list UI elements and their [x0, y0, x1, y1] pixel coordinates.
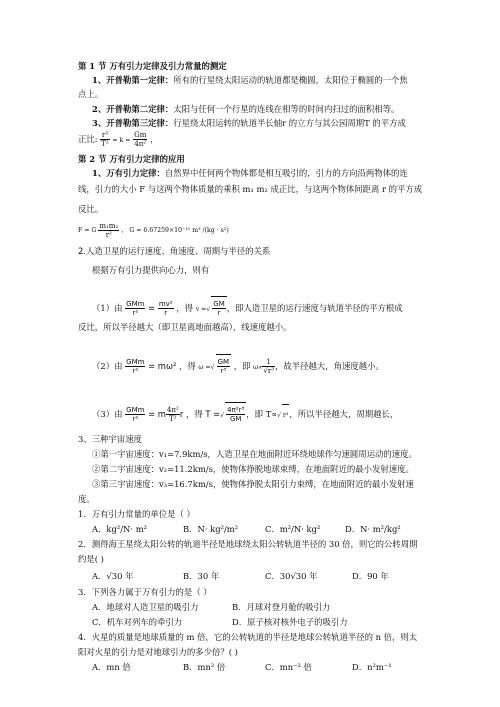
kepler-law1 [92, 75, 408, 86]
section1-title: 第 1 节 万有引力定律及引力常量的测定 [78, 61, 227, 71]
question-4-stem-cont: 阳对火星的引力是对地球引力的多少倍？( ) [78, 647, 238, 657]
case2-prop-fraction: $\frac{1}{\text{√r³}}$ [263, 358, 274, 375]
q3-option-c: C．机车对列车的牵引力 [92, 617, 183, 627]
case1-rhs-fraction: $\frac{\text{mv²}}{r}$ [158, 300, 173, 317]
case3-rhs-fraction: $\frac{\text{4π²}}{\text{T²}}$ [166, 406, 179, 423]
kepler-law1-label: 1、开普勒第一定律： [92, 75, 174, 85]
kepler-law1-text: 所有的行星绕太阳运动的轨道都是椭圆，太阳位于椭圆的一个焦 [173, 75, 408, 85]
sub2-title: 2.人造卫星的运行速度、角速度、周期与半径的关系 [78, 246, 271, 256]
sub2-intro: 根据万有引力提供向心力，则有 [92, 265, 210, 275]
case3-line: （3）由 $\frac{\text{GMm}}{\text{r²}}$ = m $\frac{\text{4π²}}{\text{T²}}$ r ，得 T =√ $\frac{\text{4π²r³}}{GM}$ ，即 T∝√ r³，所以半径越大，周期越长， [92, 402, 398, 427]
gravitation-formula: F = G $\frac{\text{m₁m₂}}{\text{r²}}$ ， G = 6.67259×10⁻¹¹ m³ /(kg · s²) [78, 222, 229, 239]
kepler-law2-label: 2、开普勒第二定律： [92, 104, 174, 114]
q1-option-b: B．N· kg²/m² [183, 524, 239, 534]
case3-sqrt-fraction: $\frac{\text{4π²r³}}{GM}$ [227, 406, 245, 423]
cosmic-velocity-3: ③第三宇宙速度：v₃=16.7km/s，使物体挣脱太阳引力束缚，在地面附近的最小发射速 [92, 479, 414, 489]
kepler-fraction-gm: $\frac{Gm}{\text{4π²}}$ [134, 131, 147, 148]
kepler-fraction-r3-t2: $\frac{\text{r³}}{\text{T²}}$ [101, 131, 109, 148]
case3-lhs-fraction: $\frac{\text{GMm}}{\text{r²}}$ [126, 406, 145, 423]
case2-line: （2）由 $\frac{\text{GMm}}{\text{r²}}$ = mω² ，得 ω =√ $\frac{GM}{\text{r³}}$ ，即 ω∝ $\frac{1}{\text{√r³}}$ ，故半径越大，角速度越小。 [92, 354, 384, 379]
cosmic-velocity-3-cont: 度。 [78, 494, 95, 504]
kepler-law2 [92, 104, 399, 115]
question-3-stem: 3．下列各力属于万有引力的是（ ） [78, 587, 212, 597]
cosmic-velocity-1: ①第一宇宙速度：v₁=7.9km/s，人造卫星在地面附近环绕地球作匀速圆周运动的速度。 [92, 449, 417, 459]
kepler-law1-cont: 点上。 [78, 89, 104, 99]
case3-prop-sqrt: r³ [282, 404, 289, 427]
q1-option-a: A．kg²/N· m² [92, 524, 147, 534]
q3-option-b: B．月球对登月舱的吸引力 [232, 602, 331, 612]
gravitation-law [92, 168, 408, 179]
case3-text: ，所以半径越大，周期越长， [289, 409, 399, 419]
q4-option-b: B．mn² 倍 [183, 662, 226, 672]
gravitation-law-cont1: 线，引力的大小 F 与这两个物体质量的乘积 m₁ m₂ 成正比，与这两个物体间距离 r 的平方成 [78, 184, 423, 194]
kepler-law3-text: 行星绕太阳运转的轨道半长轴r 的立方与其公园周期T 的平方成 [173, 118, 406, 128]
sub3-title: 3、三种宇宙速度 [78, 434, 142, 444]
question-2-stem-cont: 约是( ) [78, 554, 104, 564]
q2-option-b: B．30 年 [183, 571, 220, 581]
q2-option-c: C．30√30 年 [265, 571, 318, 581]
gravitation-law-cont2: 反比。 [78, 204, 104, 214]
case1-text: ，即人造卫星的运行速度与轨道半径的平方根成 [226, 303, 403, 313]
q4-option-c: C．mn⁻² 倍 [265, 662, 312, 672]
cosmic-velocity-2: ②第二宇宙速度：v₂=11.2km/s，使物体挣脱地球束缚，在地面附近的最小发射速度。 [92, 464, 414, 474]
q2-option-a: A．√30 年 [92, 571, 134, 581]
question-4-stem: 4．火星的质量是地球质量的 m 倍，它的公转轨道的半径是地球公转轨道半径的 n 倍，则太 [78, 632, 418, 642]
kepler-law2-text: 太阳与任何一个行星的连线在相等的时间内扫过的面积相等。 [173, 104, 400, 114]
gravitation-law-label: 1、万有引力定律： [92, 168, 165, 178]
question-1-stem: 1．万有引力常量的单位是（ ） [78, 509, 195, 519]
case1-cont: 反比，所以半径越大（即卫星离地面越高），线速度越小。 [78, 322, 292, 332]
q4-option-a: A．mn 倍 [92, 662, 131, 672]
case2-sqrt-fraction: $\frac{GM}{\text{r³}}$ [217, 358, 230, 375]
case1-lhs-fraction: $\frac{\text{GMm}}{\text{r²}}$ [126, 300, 145, 317]
kepler-law3-formula: 正比: $\frac{\text{r³}}{\text{T²}}$ = k = $\frac{Gm}{\text{4π²}}$ ， [78, 131, 159, 148]
case1-line: （1）由 $\frac{\text{GMm}}{\text{r²}}$ = $\frac{\text{mv²}}{r}$ ，得 v =√ $\frac{GM}{r}$ ，即人造卫星的运行速度与轨道半径的平方根成 [92, 296, 403, 321]
q1-option-d: D．N· m²/kg² [345, 524, 401, 534]
kepler-law3-mid: = k = [112, 137, 131, 144]
q3-option-d: D．原子核对核外电子的吸引力 [232, 617, 348, 627]
q3-option-a: A．地球对人造卫星的吸引力 [92, 602, 199, 612]
gravitation-law-text: 自然界中任何两个物体都是相互吸引的，引力的方向沿两物体的连 [164, 168, 408, 178]
section2-title: 第 2 节 万有引力定律的应用 [78, 154, 185, 164]
question-2-stem: 2．测得海王星绕太阳公转的轨道半径是地球绕太阳公转轨道半径的 30 倍，则它的公转周期 [78, 539, 418, 549]
case1-sqrt-fraction: $\frac{GM}{r}$ [213, 300, 225, 317]
q1-option-c: C．m²/N· kg² [265, 524, 321, 534]
gravitation-fraction: $\frac{\text{m₁m₂}}{\text{r²}}$ [99, 222, 119, 239]
kepler-law3 [92, 118, 406, 129]
case2-text: ，故半径越大，角速度越小。 [275, 361, 384, 371]
kepler-law3-label: 3、开普勒第三定律： [92, 118, 174, 128]
kepler-law3-prefix: 正比: [78, 134, 98, 144]
q2-option-d: D．90 年 [352, 571, 389, 581]
q4-option-d: D．n²m⁻¹ [352, 662, 392, 672]
gravitational-constant: ， G = 6.67259×10⁻¹¹ m³ /(kg · s²) [121, 227, 229, 234]
case2-lhs-fraction: $\frac{\text{GMm}}{\text{r²}}$ [126, 358, 145, 375]
